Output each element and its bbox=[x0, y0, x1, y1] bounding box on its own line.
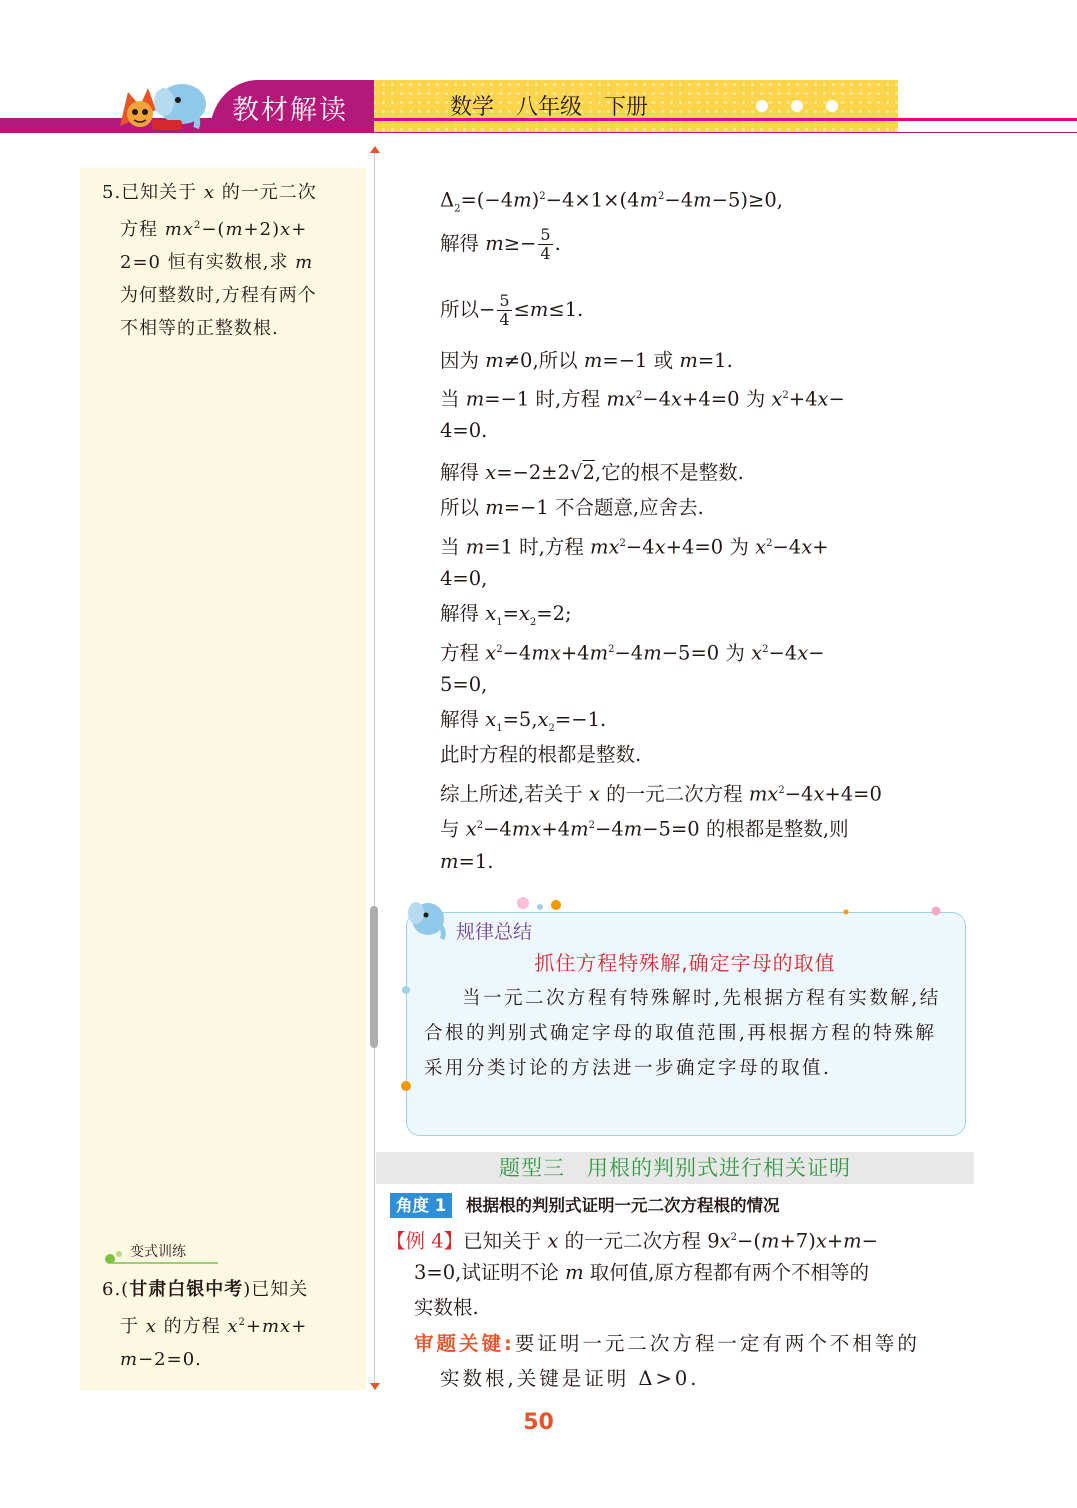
q6-line: 于 x 的方程 $x^2+mx+$ bbox=[120, 1316, 308, 1337]
summary-body: 当一元二次方程有特殊解时,先根据方程有实数解,结合根的判别式确定字母的取值范围,再根据方程的特殊解采用分类讨论的方法进一步确定字母的取值. bbox=[424, 988, 941, 1079]
solution-line: 4=0. bbox=[440, 419, 488, 442]
key-text: 要证明一元二次方程一定有两个不相等的 bbox=[514, 1332, 920, 1355]
scrollbar-thumb[interactable] bbox=[370, 906, 378, 1048]
scroll-up-arrow-icon[interactable] bbox=[370, 146, 380, 153]
practice-label: 变式训练 bbox=[130, 1244, 186, 1260]
header-dot-icon bbox=[791, 100, 803, 112]
header-dot-icon bbox=[826, 100, 838, 112]
solution-line: 解得 $x_1=5,x_2=-1$. bbox=[440, 708, 607, 734]
fraction: $\frac{5}{4}$ bbox=[499, 291, 510, 329]
header-bottom-rule bbox=[0, 132, 1077, 133]
solution-line: 因为 m≠0,所以 m=−1 或 m=1. bbox=[440, 349, 733, 372]
q5-line: 2=0 恒有实数根,求 m bbox=[120, 252, 314, 273]
q5-line: 为何整数时,方程有两个 bbox=[120, 285, 317, 306]
q5-line: 方程 $mx^2-(m+2)x+$ bbox=[120, 219, 308, 240]
solution-line: 解得 m≥− $\frac{5}{4}$ . bbox=[440, 225, 561, 263]
page-number: 50 bbox=[523, 1410, 554, 1435]
solution-line: 当 m=−1 时,方程 $mx^2-4x+4=0$ 为 $x^2+4x-$ bbox=[440, 387, 845, 411]
q5-line: 5.已知关于 x 的一元二次 bbox=[102, 182, 317, 203]
key-line bbox=[414, 1327, 920, 1360]
summary-title: 规律总结 bbox=[456, 921, 533, 943]
section-title: 题型三 用根的判别式进行相关证明 bbox=[499, 1156, 851, 1180]
solution-line: 方程 $x^2-4mx+4m^2-4m-5=0$ 为 $x^2-4x-$ bbox=[440, 641, 825, 665]
header-dot-icon bbox=[756, 100, 768, 112]
sidebar-panel bbox=[80, 168, 366, 1390]
q6-line: m−2=0. bbox=[120, 1349, 202, 1370]
solution-line: m=1. bbox=[440, 850, 494, 873]
angle-badge: 角度 1 bbox=[390, 1193, 452, 1218]
key-line: 实数根,关键是证明 Δ>0. bbox=[440, 1367, 700, 1390]
key-label: 审题关键: bbox=[414, 1332, 515, 1355]
summary-heading: 抓住方程特殊解,确定字母的取值 bbox=[534, 951, 836, 975]
solution-line: 当 m=1 时,方程 $mx^2-4x+4=0$ 为 $x^2-4x+$ bbox=[440, 535, 829, 559]
solution-line: 解得 x=−2±2√2,它的根不是整数. bbox=[440, 461, 744, 484]
book-title: 数学 八年级 下册 bbox=[450, 95, 649, 120]
header-tab-label: 教材解读 bbox=[232, 95, 348, 126]
solution-line: 此时方程的根都是整数. bbox=[440, 743, 642, 766]
solution-line: 解得 $x_1=x_2=2$; bbox=[440, 602, 572, 628]
column-divider bbox=[374, 150, 375, 1390]
sidebar-question-5 bbox=[102, 176, 362, 345]
solution-line: 所以− $\frac{5}{4}$ ≤m≤1. bbox=[440, 291, 584, 329]
solution-line: 5=0, bbox=[440, 673, 488, 696]
q5-line: 不相等的正整数根. bbox=[120, 318, 279, 339]
solution-line: 与 $x^2-4mx+4m^2-4m-5=0$ 的根都是整数,则 bbox=[440, 817, 849, 841]
example-line: 3=0,试证明不论 m 取何值,原方程都有两个不相等的 bbox=[414, 1261, 869, 1284]
example-label: 【例 4】 bbox=[386, 1229, 464, 1253]
solution-line: 所以 m=−1 不合题意,应舍去. bbox=[440, 496, 704, 519]
solution-line: $\Delta_2=(-4m)^2-4\times 1\times(4m^2-4m-5)\ge 0$, bbox=[440, 188, 783, 215]
fraction: $\frac{5}{4}$ bbox=[540, 225, 551, 263]
summary-side-dots-icon bbox=[398, 982, 414, 1092]
sidebar-question-6 bbox=[102, 1273, 364, 1376]
mascot-fox-elephant-icon bbox=[112, 74, 212, 132]
solution-line: 综上所述,若关于 x 的一元二次方程 $mx^2-4x+4=0$ bbox=[440, 782, 882, 806]
scroll-down-arrow-icon[interactable] bbox=[370, 1383, 380, 1390]
angle-text: 根据根的判别式证明一元二次方程根的情况 bbox=[466, 1196, 780, 1215]
example-line: 【例 4】已知关于 x 的一元二次方程 $9x^2-(m+7)x+m-$ bbox=[386, 1229, 878, 1253]
solution-line: 4=0, bbox=[440, 567, 488, 590]
example-line: 实数根. bbox=[414, 1296, 479, 1319]
q6-line: 6.(甘肃白银中考)已知关 bbox=[102, 1279, 309, 1300]
